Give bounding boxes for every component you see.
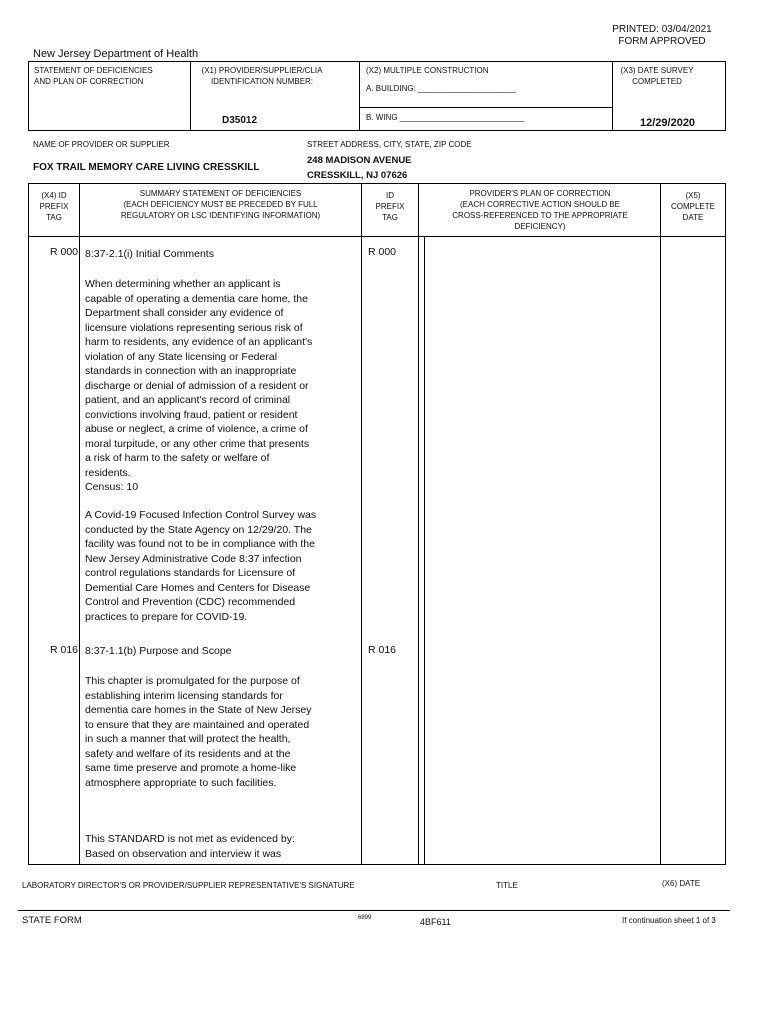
entry-paragraph: A Covid-19 Focused Infection Control Survey was conducted by the State Agency on 12/29/20. The facility was found not to be in compliance with the New Jersey Administrative Code 8:37 infection control regulations standards for Licensure of Demential Care Homes and Centers for Disease Control and Prevention (CDC) recommended practices to prepare for COVID-19. xyxy=(85,509,317,623)
title-label: TITLE xyxy=(496,881,518,890)
address-label: STREET ADDRESS, CITY, STATE, ZIP CODE xyxy=(307,140,472,149)
statement-label: STATEMENT OF DEFICIENCIES AND PLAN OF CORRECTION xyxy=(34,66,153,86)
address-line-2: CRESSKILL, NJ 07626 xyxy=(307,170,408,181)
entry-title: 8:37-2.1(i) Initial Comments xyxy=(85,248,214,260)
signature-label: LABORATORY DIRECTOR'S OR PROVIDER/SUPPLIER REPRESENTATIVE'S SIGNATURE xyxy=(22,881,355,890)
address-line-1: 248 MADISON AVENUE xyxy=(307,155,412,166)
x3-survey-date: 12/29/2020 xyxy=(640,117,696,129)
col-plan-header: PROVIDER'S PLAN OF CORRECTION (EACH CORRECTIVE ACTION SHOULD BE CROSS-REFERENCED TO THE APPROPRIATE DEFICIENCY) xyxy=(452,189,628,231)
form-code: 6899 xyxy=(358,915,372,921)
provider-name-label: NAME OF PROVIDER OR SUPPLIER xyxy=(33,140,170,149)
entry-id-tag: R 016 xyxy=(368,644,397,656)
x1-label: (X1) PROVIDER/SUPPLIER/CLIA IDENTIFICATION NUMBER: xyxy=(201,66,323,86)
entry-title: 8:37-1.1(b) Purpose and Scope xyxy=(85,645,232,657)
form-approved: FORM APPROVED xyxy=(618,36,706,47)
entry-id-tag: R 000 xyxy=(368,246,397,258)
continuation-label: If continuation sheet 1 of 3 xyxy=(622,916,716,925)
building-field: A. BUILDING: ______________________ xyxy=(366,84,516,93)
col-x5-header: (X5) COMPLETE DATE xyxy=(670,191,715,222)
entry-paragraph: This STANDARD is not met as evidenced by: Based on observation and interview it was xyxy=(85,833,295,860)
wing-field: B. WING ____________________________ xyxy=(366,113,525,122)
col-x4-header: (X4) ID PREFIX TAG xyxy=(39,191,69,222)
state-form-label: STATE FORM xyxy=(22,915,82,926)
x2-label: (X2) MULTIPLE CONSTRUCTION xyxy=(366,66,489,75)
entry-tag: R 000 xyxy=(50,246,79,258)
printed-date: PRINTED: 03/04/2021 xyxy=(612,24,712,35)
entry-paragraph: When determining whether an applicant is capable of operating a dementia care home, the Department shall consider any evidence of licensure violations representing serious risk of harm to residents, any evidence of an applicant's violation of any State licensing or Federal standards in connection with an inappropriate discharge or denial of admission of a resident or patient, and an applicant's record of criminal convictions involving fraud, patient or resident abuse or neglect, a crime of violence, a crime of moral turpitude, or any other crime that presents a risk of harm to the safety or welfare of residents. Census: 10 xyxy=(85,278,313,493)
col-id-header: ID PREFIX TAG xyxy=(375,191,405,222)
date-label: (X6) DATE xyxy=(662,879,701,888)
entry-tag: R 016 xyxy=(50,644,79,656)
x3-label: (X3) DATE SURVEY COMPLETED xyxy=(620,66,694,86)
event-id: 4BF611 xyxy=(420,917,451,927)
agency-name: New Jersey Department of Health xyxy=(33,48,199,60)
col-summary-header: SUMMARY STATEMENT OF DEFICIENCIES (EACH DEFICIENCY MUST BE PRECEDED BY FULL REGULATORY OR LSC IDENTIFYING INFORMATION) xyxy=(120,189,321,220)
x1-provider-id: D35012 xyxy=(222,115,258,126)
provider-name: FOX TRAIL MEMORY CARE LIVING CRESSKILL xyxy=(33,162,260,173)
entry-paragraph: This chapter is promulgated for the purpose of establishing interim licensing standards for dementia care homes in the State of New Jersey to ensure that they are maintained and operated in such a manner that will protect the health, safety and welfare of its residents and at the same time preserve and promote a home-like atmosphere appropriate to such facilities. xyxy=(85,675,312,789)
